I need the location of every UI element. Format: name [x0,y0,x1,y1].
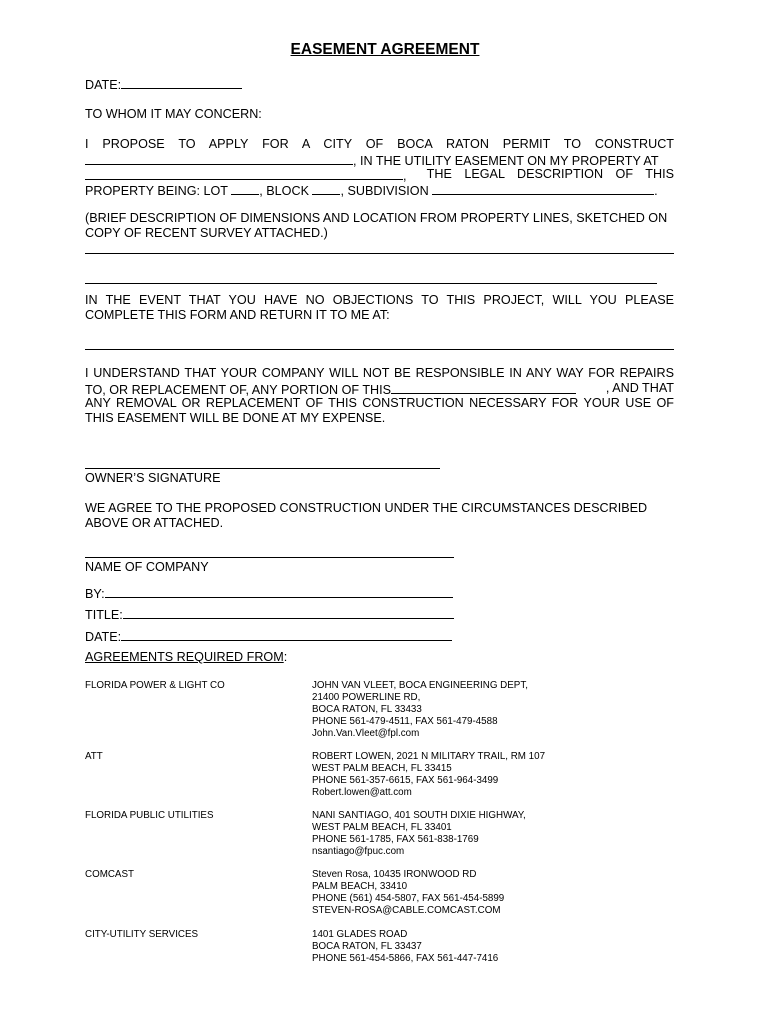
comma: , [403,169,407,183]
contact-fpl-line-1: JOHN VAN VLEET, BOCA ENGINEERING DEPT, [312,680,528,691]
propose-line-4 [85,182,658,199]
date2-field [85,628,452,645]
title-field [85,606,454,623]
and-that: , AND THAT [605,381,674,395]
property-address-blank[interactable] [85,167,403,180]
date-blank[interactable] [121,76,242,89]
date-label: DATE: [85,78,122,92]
by-field [85,585,453,602]
title-label: TITLE: [85,608,123,622]
lot-label: PROPERTY BEING: LOT [85,184,228,198]
agree-line-1: WE AGREE TO THE PROPOSED CONSTRUCTION UNDER THE CIRCUMSTANCES DESCRIBED [85,501,648,515]
by-label: BY: [85,587,105,601]
page-title: EASEMENT AGREEMENT [290,41,480,58]
date2-blank[interactable] [121,628,452,641]
company-name-line[interactable] [85,557,454,558]
propose-line-1: I PROPOSE TO APPLY FOR A CITY OF BOCA RATON PERMIT TO CONSTRUCT [85,137,674,151]
contact-comcast-line-1: Steven Rosa, 10435 IRONWOOD RD [312,869,477,880]
owner-signature-label: OWNER’S SIGNATURE [85,471,221,485]
contact-comcast-email: STEVEN-ROSA@CABLE.COMCAST.COM [312,905,501,916]
contact-att-email: Robert.lowen@att.com [312,787,412,798]
by-blank[interactable] [105,585,453,598]
contact-comcast-line-3: PHONE (561) 454-5807, FAX 561-454-5899 [312,893,505,904]
contact-org-fpu: FLORIDA PUBLIC UTILITIES [85,810,214,821]
description-line-1[interactable] [85,253,674,254]
propose-line-2-text: , IN THE UTILITY EASEMENT ON MY PROPERTY AT [353,154,659,168]
company-name-label: NAME OF COMPANY [85,560,209,574]
block-label: , BLOCK [259,184,309,198]
contact-org-city: CITY-UTILITY SERVICES [85,929,199,940]
understand-line-4: THIS EASEMENT WILL BE DONE AT MY EXPENSE. [85,411,386,425]
contact-fpl-email: John.Van.Vleet@fpl.com [312,728,420,739]
contact-city-line-2: BOCA RATON, FL 33437 [312,941,422,952]
return-address-line[interactable] [85,349,674,350]
contact-org-comcast: COMCAST [85,869,134,880]
agreements-colon: : [283,650,288,664]
brief-line-1: (BRIEF DESCRIPTION OF DIMENSIONS AND LOCATION FROM PROPERTY LINES, SKETCHED ON [85,211,668,225]
contact-city-line-1: 1401 GLADES ROAD [312,929,408,940]
date-field [85,76,242,93]
contact-org-att: ATT [85,751,103,762]
contact-fpl-line-3: BOCA RATON, FL 33433 [312,704,422,715]
contact-fpl-line-4: PHONE 561-479-4511, FAX 561-479-4588 [312,716,498,727]
contact-att-line-2: WEST PALM BEACH, FL 33415 [312,763,452,774]
understand-line-3: ANY REMOVAL OR REPLACEMENT OF THIS CONSTRUCTION NECESSARY FOR YOUR USE OF [85,396,674,410]
contact-fpu-line-2: WEST PALM BEACH, FL 33401 [312,822,452,833]
event-line-1: IN THE EVENT THAT YOU HAVE NO OBJECTIONS TO THIS PROJECT, WILL YOU PLEASE [85,293,674,307]
contact-fpu-email: nsantiago@fpuc.com [312,846,405,857]
contact-att-line-1: ROBERT LOWEN, 2021 N MILITARY TRAIL, RM 107 [312,751,546,762]
understand-line-2-text: TO, OR REPLACEMENT OF, ANY PORTION OF THIS [85,383,392,397]
description-line-2[interactable] [85,283,657,284]
contact-fpl-line-2: 21400 POWERLINE RD, [312,692,421,703]
title-blank[interactable] [123,606,454,619]
contact-org-fpl: FLORIDA POWER & LIGHT CO [85,680,225,691]
event-line-2: COMPLETE THIS FORM AND RETURN IT TO ME AT: [85,308,390,322]
agree-line-2: ABOVE OR ATTACHED. [85,516,224,530]
date2-label: DATE: [85,630,122,644]
propose-line-3-text: THE LEGAL DESCRIPTION OF THIS [426,167,674,181]
contact-comcast-line-2: PALM BEACH, 33410 [312,881,408,892]
agreements-heading-text: AGREEMENTS REQUIRED FROM [85,650,284,664]
period: . [654,184,658,198]
construction-blank[interactable] [85,152,353,165]
contact-att-line-3: PHONE 561-357-6615, FAX 561-964-3499 [312,775,499,786]
brief-line-2: COPY OF RECENT SURVEY ATTACHED.) [85,226,328,240]
contact-fpu-line-3: PHONE 561-1785, FAX 561-838-1769 [312,834,479,845]
subdivision-label: , SUBDIVISION [340,184,429,198]
salutation: TO WHOM IT MAY CONCERN: [85,107,262,121]
portion-blank[interactable] [391,381,576,394]
lot-blank[interactable] [231,182,259,195]
understand-line-1: I UNDERSTAND THAT YOUR COMPANY WILL NOT BE RESPONSIBLE IN ANY WAY FOR REPAIRS [85,366,674,380]
contact-fpu-line-1: NANI SANTIAGO, 401 SOUTH DIXIE HIGHWAY, [312,810,526,821]
owner-signature-line[interactable] [85,468,440,469]
block-blank[interactable] [312,182,340,195]
agreements-heading [85,650,287,665]
contact-city-line-3: PHONE 561-454-5866, FAX 561-447-7416 [312,953,499,964]
subdivision-blank[interactable] [432,182,654,195]
